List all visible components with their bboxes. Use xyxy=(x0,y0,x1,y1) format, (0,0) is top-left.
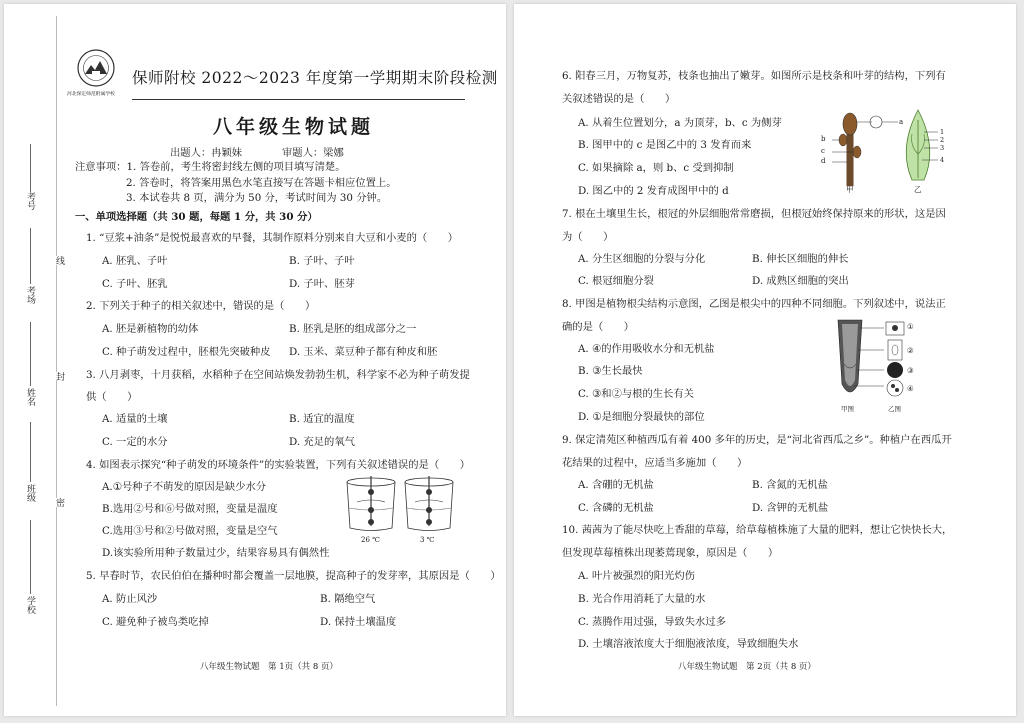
question-stem: 8. 甲图是植物根尖结构示意图，乙图是根尖中的四种不同细胞。下列叙述中，说法正 xyxy=(562,298,946,310)
root-tip-jia xyxy=(838,320,862,392)
reviewer-line: 审题人：梁娜 xyxy=(282,147,344,159)
notice-line: 2. 答卷时，将答案用黑色水笔直接写在答题卡相应位置上。 xyxy=(126,177,397,189)
binding-label-exam-room: 考场 xyxy=(25,286,35,304)
option: D. 含钾的无机盐 xyxy=(752,502,829,514)
option: A. 胚是新植物的幼体 xyxy=(102,323,199,335)
option: D. ①是细胞分裂最快的部位 xyxy=(578,411,705,423)
figure-caption: 甲 xyxy=(846,185,854,194)
author-line: 出题人：冉颖妹 xyxy=(170,147,243,159)
option: C. 蒸腾作用过强，导致失水过多 xyxy=(578,616,726,628)
question-stem: 关叙述错误的是（ ） xyxy=(562,93,676,105)
root-cells-yi xyxy=(854,322,904,396)
question-stem: 6. 阳春三月，万物复苏，枝条也抽出了嫩芽。如图所示是枝条和叶芽的结构，下列有 xyxy=(562,70,946,82)
blank-line xyxy=(30,422,31,482)
page-footer: 八年级生物试题 第 2页（共 8 页） xyxy=(678,662,816,672)
figure-label: 2 xyxy=(940,136,945,144)
figure-label: ④ xyxy=(907,384,914,393)
leaf-bud-yi xyxy=(906,110,938,180)
question-stem: 1. “豆浆+油条”是悦悦最喜欢的早餐，其制作原料分别来自大豆和小麦的（ ） xyxy=(86,232,459,244)
question-stem: 为（ ） xyxy=(562,231,614,243)
beaker-left xyxy=(347,476,395,531)
seal-mark-mi: 密 xyxy=(54,498,64,507)
root-tip-figure xyxy=(832,320,942,404)
option: A. ④的作用吸收水分和无机盐 xyxy=(578,343,715,355)
notice-line: 注意事项：1. 答卷前，考生将密封线左侧的项目填写清楚。 xyxy=(75,161,346,173)
binding-label-school: 学校 xyxy=(25,596,35,614)
option: D. 图乙中的 2 发育成图甲中的 d xyxy=(578,185,729,197)
option: A. 胚乳、子叶 xyxy=(102,255,168,267)
section-heading: 一、单项选择题（共 30 题，每题 1 分，共 30 分） xyxy=(75,211,318,223)
option: D. 子叶、胚芽 xyxy=(289,278,355,290)
option: B. 含氮的无机盐 xyxy=(752,479,828,491)
branch-and-bud-figure xyxy=(820,108,950,186)
seal-mark-feng: 封 xyxy=(54,372,64,381)
figure-label: 3 xyxy=(940,144,945,152)
header-rule xyxy=(132,99,465,100)
figure-label: 1 xyxy=(940,128,945,136)
blank-line xyxy=(30,228,31,284)
option: C. 如果摘除 a，则 b、c 受到抑制 xyxy=(578,162,734,174)
figure-label: ② xyxy=(907,346,914,355)
question-stem: 花结果的过程中，应适当多施加（ ） xyxy=(562,457,748,469)
binding-line xyxy=(56,16,57,706)
beaker-right xyxy=(405,476,453,531)
binding-label-exam-number: 考号 xyxy=(25,192,35,210)
blank-line xyxy=(30,144,31,192)
option: C. 避免种子被鸟类吃掉 xyxy=(102,616,209,628)
blank-line xyxy=(30,322,31,386)
figure-label: 4 xyxy=(940,156,945,164)
binding-label-name: 姓名 xyxy=(25,388,35,406)
question-stem: 7. 根在土壤里生长，根冠的外层细胞常常磨损，但根冠始终保持原来的形状，这是因 xyxy=(562,208,946,220)
option: A. 分生区细胞的分裂与分化 xyxy=(578,253,706,265)
option: D. 成熟区细胞的突出 xyxy=(752,275,849,287)
option: B. 伸长区细胞的伸长 xyxy=(752,253,849,265)
figure-caption: 乙 xyxy=(914,185,922,194)
branch-jia xyxy=(832,113,898,186)
figure-label-temperature: 3 ℃ xyxy=(420,536,435,544)
option: C. 根冠细胞分裂 xyxy=(578,275,654,287)
option: D. 土壤溶液浓度大于细胞液浓度，导致细胞失水 xyxy=(578,638,799,650)
figure-label: ③ xyxy=(907,366,914,375)
option: B. 图甲中的 c 是图乙中的 3 发育而来 xyxy=(578,139,752,151)
option: C. ③和②与根的生长有关 xyxy=(578,388,694,400)
option: B. 光合作用消耗了大量的水 xyxy=(578,593,706,605)
option: A. 适量的土壤 xyxy=(102,413,168,425)
question-stem: 确的是（ ） xyxy=(562,321,635,333)
notice-line: 3. 本试卷共 8 页，满分为 50 分，考试时间为 30 分钟。 xyxy=(126,192,388,204)
option: D.该实验所用种子数量过少，结果容易具有偶然性 xyxy=(102,547,330,559)
option: A.①号种子不萌发的原因是缺少水分 xyxy=(102,481,267,493)
question-stem: 4. 如图表示探究“种子萌发的环境条件”的实验装置，下列有关叙述错误的是（ ） xyxy=(86,459,471,471)
figure-label-temperature: 26 ℃ xyxy=(361,536,380,544)
question-stem: 10. 茜茜为了能尽快吃上香甜的草莓，给草莓植株施了大量的肥料，想让它快快长大， xyxy=(562,524,953,536)
option: A. 含硼的无机盐 xyxy=(578,479,654,491)
option: C. 一定的水分 xyxy=(102,436,168,448)
binding-label-class: 班级 xyxy=(25,484,35,502)
page-footer: 八年级生物试题 第 1页（共 8 页） xyxy=(200,662,338,672)
option: D. 充足的氧气 xyxy=(289,436,355,448)
option: B. 隔绝空气 xyxy=(320,593,376,605)
option: D. 保持土壤温度 xyxy=(320,616,397,628)
question-stem: 5. 早春时节，农民伯伯在播种时都会覆盖一层地膜，提高种子的发芽率，其原因是（ ） xyxy=(86,570,501,582)
school-seal-text: 河北保定师范附属学校 xyxy=(67,92,115,97)
option: A. 叶片被强烈的阳光灼伤 xyxy=(578,570,695,582)
option: B. 适宜的温度 xyxy=(289,413,355,425)
figure-label: d xyxy=(821,157,826,165)
figure-caption: 甲图 xyxy=(841,405,854,413)
exam-page-2 xyxy=(514,4,1016,716)
exam-page-1 xyxy=(4,4,506,716)
question-stem: 9. 保定清苑区种植西瓜有着 400 多年的历史，是“河北省西瓜之乡”。种植户在西瓜开 xyxy=(562,434,952,446)
option: B. ③生长最快 xyxy=(578,365,643,377)
exam-title: 八年级生物试题 xyxy=(213,116,375,138)
option: C. 含磷的无机盐 xyxy=(578,502,654,514)
figure-label: a xyxy=(899,118,904,126)
figure-label: c xyxy=(821,147,825,155)
seed-germination-apparatus-figure xyxy=(342,474,458,540)
question-stem: 供（ ） xyxy=(86,391,138,403)
seal-mark-xian: 线 xyxy=(54,256,64,265)
question-stem: 2. 下列关于种子的相关叙述中，错误的是（ ） xyxy=(86,300,316,312)
option: C.选用③号和②号做对照，变量是空气 xyxy=(102,525,278,537)
figure-label: ① xyxy=(907,322,914,331)
option: B. 子叶、子叶 xyxy=(289,255,355,267)
option: D. 玉米、菜豆种子都有种皮和胚 xyxy=(289,346,438,358)
option: A. 防止风沙 xyxy=(102,593,158,605)
option: C. 种子萌发过程中，胚根先突破种皮 xyxy=(102,346,271,358)
figure-caption: 乙图 xyxy=(888,405,901,413)
question-stem: 3. 八月剥枣，十月获稻，水稻种子在空间站焕发勃勃生机，科学家不必为种子萌发提 xyxy=(86,369,470,381)
header-title: 保师附校 2022～2023 年度第一学期期末阶段检测 xyxy=(132,69,498,87)
option: B.选用②号和⑥号做对照，变量是温度 xyxy=(102,503,278,515)
option: C. 子叶、胚乳 xyxy=(102,278,168,290)
option: B. 胚乳是胚的组成部分之一 xyxy=(289,323,417,335)
school-logo xyxy=(76,48,116,88)
figure-label: b xyxy=(821,135,826,143)
blank-line xyxy=(30,520,31,594)
option: A. 从着生位置划分，a 为顶芽，b、c 为侧芽 xyxy=(578,117,782,129)
question-stem: 但发现草莓植株出现萎蔫现象，原因是（ ） xyxy=(562,547,779,559)
